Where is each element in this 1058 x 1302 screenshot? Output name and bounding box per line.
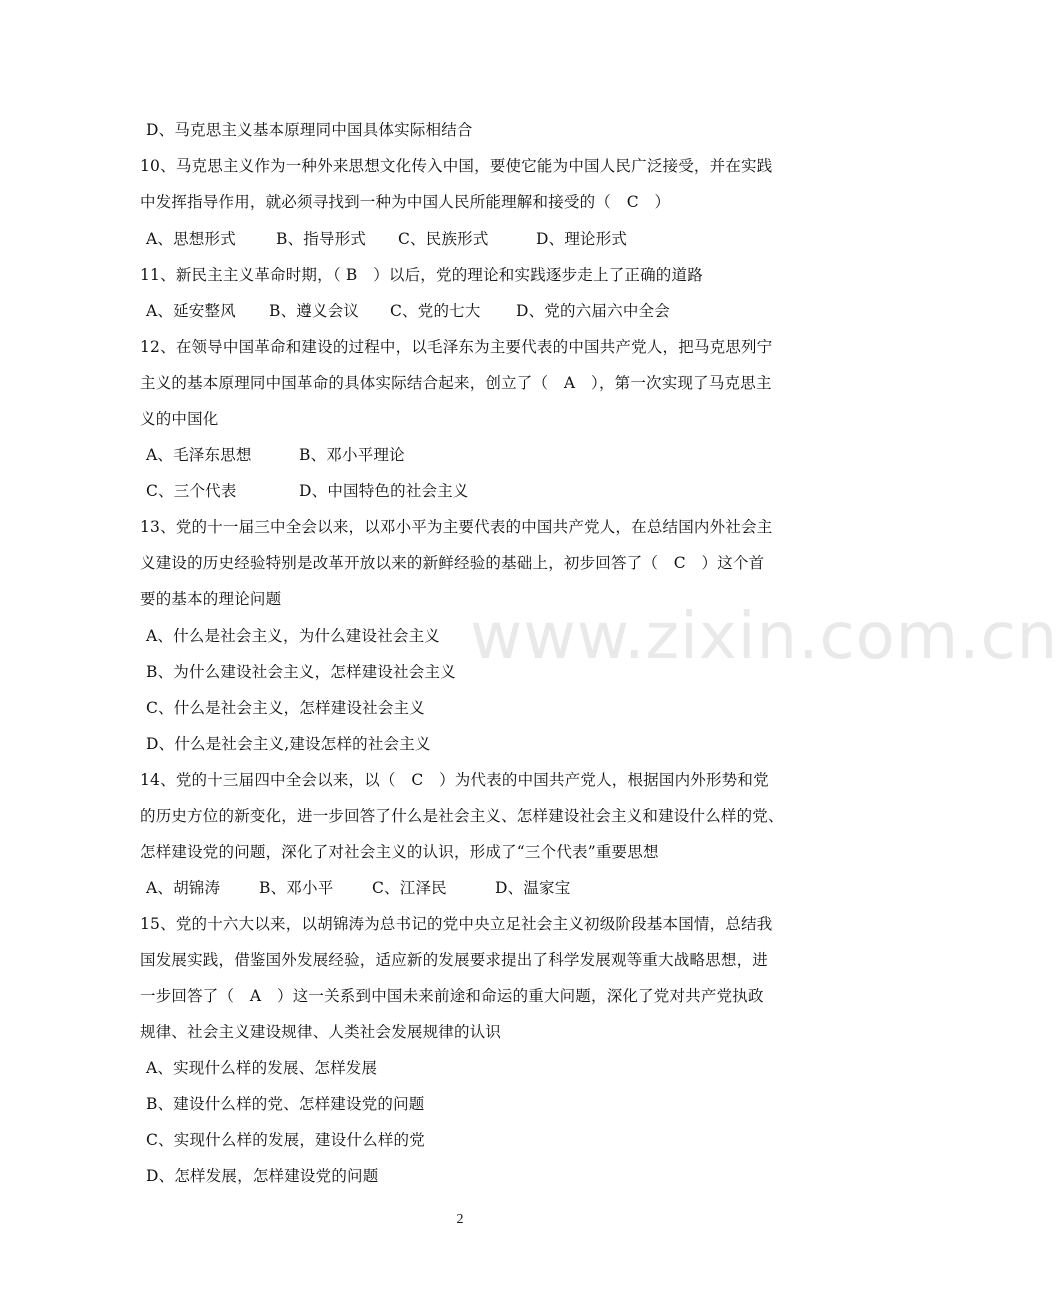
option-d: D、党的六届六中全会 bbox=[516, 302, 670, 320]
option-b: B、为什么建设社会主义，怎样建设社会主义 bbox=[146, 663, 456, 681]
question-12: 12、在领导中国革命和建设的过程中，以毛泽东为主要代表的中国共产党人，把马克思列宁 bbox=[140, 338, 773, 356]
option-d: D、中国特色的社会主义 bbox=[299, 482, 469, 500]
option-a: A、延安整风 bbox=[146, 302, 236, 320]
option-c: C、实现什么样的发展，建设什么样的党 bbox=[146, 1131, 425, 1149]
option-a: A、毛泽东思想 bbox=[146, 446, 252, 464]
options-row-q12a bbox=[146, 445, 796, 465]
option-b: B、邓小平 bbox=[259, 879, 334, 897]
option-d: D、温家宝 bbox=[495, 879, 571, 897]
options-row-q14 bbox=[146, 878, 796, 898]
options-row-q10 bbox=[146, 229, 796, 249]
question-14: 14、党的十三届四中全会以来，以（ C ）为代表的中国共产党人，根据国内外形势和党 bbox=[140, 771, 769, 789]
text-line: 规律、社会主义建设规律、人类社会发展规律的认识 bbox=[140, 1023, 502, 1041]
option-c: C、江泽民 bbox=[372, 879, 447, 897]
option-c: C、民族形式 bbox=[398, 230, 489, 248]
option-a: A、胡锦涛 bbox=[146, 879, 221, 897]
text-line: 义的中国化 bbox=[140, 410, 219, 428]
text-line: 主义的基本原理同中国革命的具体实际结合起来，创立了（ A ），第一次实现了马克思主 bbox=[140, 374, 772, 392]
text-line: 要的基本的理论问题 bbox=[140, 590, 282, 608]
text-line: 怎样建设党的问题，深化了对社会主义的认识，形成了“三个代表”重要思想 bbox=[140, 843, 659, 861]
option-d: D、理论形式 bbox=[536, 230, 628, 248]
question-13: 13、党的十一届三中全会以来，以邓小平为主要代表的中国共产党人，在总结国内外社会主 bbox=[140, 518, 773, 536]
text-line: 一步回答了（ A ）这一关系到中国未来前途和命运的重大问题，深化了党对共产党执政 bbox=[140, 987, 764, 1005]
option-c: C、三个代表 bbox=[146, 482, 237, 500]
page-number: 2 bbox=[456, 1212, 464, 1227]
option-b: B、遵义会议 bbox=[269, 302, 360, 320]
question-11: 11、新民主主义革命时期，（ B ）以后，党的理论和实践逐步走上了正确的道路 bbox=[140, 266, 703, 284]
text-line: 的历史方位的新变化，进一步回答了什么是社会主义、怎样建设社会主义和建设什么样的党、 bbox=[140, 807, 784, 825]
option-a: A、什么是社会主义，为什么建设社会主义 bbox=[146, 627, 440, 645]
option-b: B、指导形式 bbox=[276, 230, 367, 248]
text-line: 中发挥指导作用，就必须寻找到一种为中国人民所能理解和接受的（ C ） bbox=[140, 193, 671, 211]
question-10: 10、马克思主义作为一种外来思想文化传入中国，要使它能为中国人民广泛接受，并在实践 bbox=[140, 157, 773, 175]
option-b: B、邓小平理论 bbox=[299, 446, 405, 464]
question-15: 15、党的十六大以来，以胡锦涛为总书记的党中央立足社会主义初级阶段基本国情，总结我 bbox=[140, 915, 773, 933]
text-line: 国发展实践，借鉴国外发展经验，适应新的发展要求提出了科学发展观等重大战略思想，进 bbox=[140, 951, 769, 969]
option-c: C、什么是社会主义，怎样建设社会主义 bbox=[146, 699, 425, 717]
option-a: A、实现什么样的发展、怎样发展 bbox=[146, 1059, 378, 1077]
watermark: www.zixin.com.cn bbox=[470, 600, 1058, 674]
option-b: B、建设什么样的党、怎样建设党的问题 bbox=[146, 1095, 425, 1113]
option-a: A、思想形式 bbox=[146, 230, 236, 248]
option-d: D、什么是社会主义,建设怎样的社会主义 bbox=[146, 735, 431, 753]
option-c: C、党的七大 bbox=[390, 302, 481, 320]
option-d: D、怎样发展，怎样建设党的问题 bbox=[146, 1167, 379, 1185]
text-line: 义建设的历史经验特别是改革开放以来的新鲜经验的基础上，初步回答了（ C ）这个首 bbox=[140, 554, 765, 572]
options-row-q11 bbox=[146, 301, 796, 321]
options-row-q12b bbox=[146, 481, 796, 501]
text-line: D、马克思主义基本原理同中国具体实际相结合 bbox=[146, 121, 473, 139]
